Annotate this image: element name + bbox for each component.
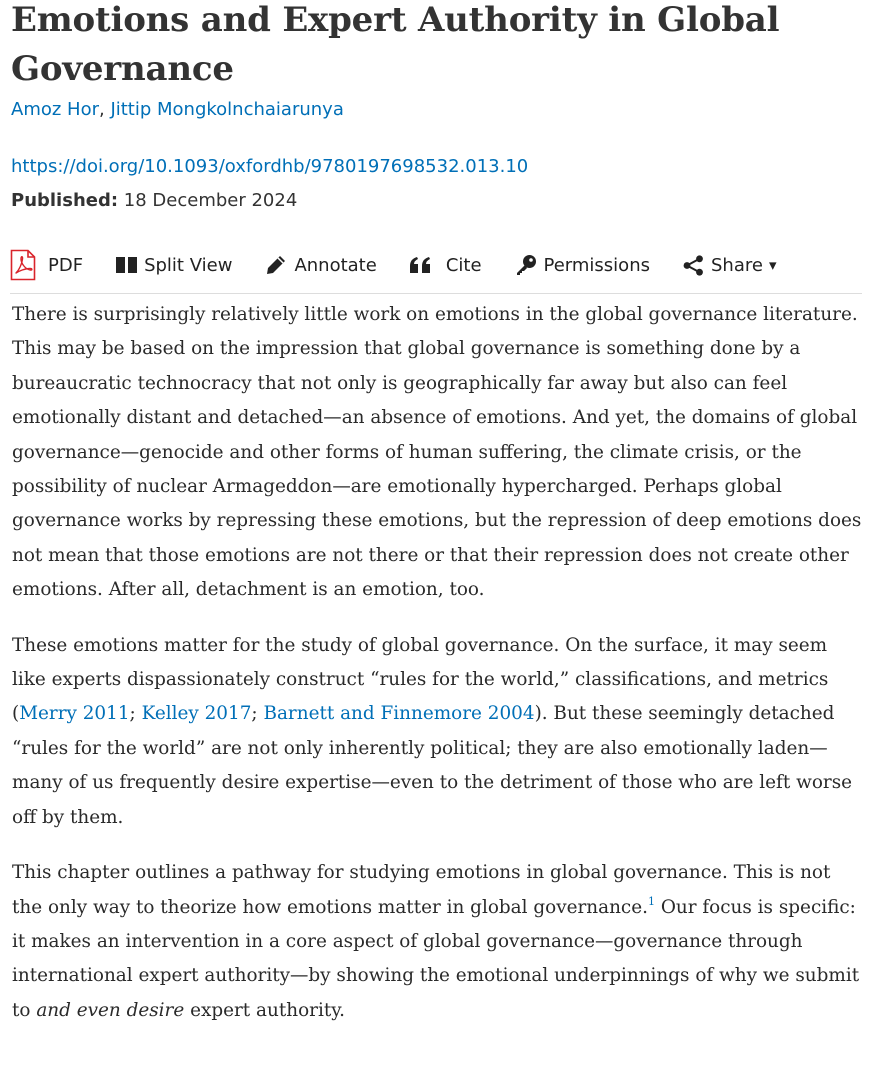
published-line <box>11 189 297 213</box>
paragraph-3-text-end: expert authority. <box>184 999 346 1021</box>
article-toolbar <box>10 248 862 294</box>
article-body <box>12 298 864 1049</box>
share-button[interactable] <box>683 248 776 282</box>
paragraph-2-text-end: ). But these seemingly detached “rules for the world” are not only inherently political; they are also emotionally laden—many of us frequently desire expertise—even to the detriment of those who are left worse off by them. <box>12 703 853 828</box>
article-title: Emotions and Expert Authority in Global Governance <box>11 0 780 89</box>
paragraph-3-text-middle: Our focus is specific: it makes an intervention in a core aspect of global governance—governance through international expert authority—by showing the emotional underpinnings of why we submit to <box>12 896 860 1021</box>
key-icon <box>515 254 537 276</box>
pdf-icon <box>10 249 36 281</box>
annotate-button[interactable] <box>265 248 376 282</box>
pdf-label: PDF <box>48 254 84 276</box>
split-view-label: Split View <box>144 254 233 276</box>
share-label: Share <box>710 254 763 276</box>
doi-link[interactable]: https://doi.org/10.1093/oxfordhb/9780197698532.013.10 <box>11 156 529 177</box>
cite-label: Cite <box>445 254 482 276</box>
permissions-button[interactable] <box>515 248 650 282</box>
citation-link-kelley[interactable]: Kelley 2017 <box>141 703 252 725</box>
paragraph-3-text-start: This chapter outlines a pathway for studying emotions in global governance. This is not the only way to theorize how emotions matter in global governance. <box>12 862 831 918</box>
published-date: 18 December 2024 <box>123 190 298 211</box>
cite-button[interactable] <box>410 248 482 282</box>
paragraph-1-text: There is surprisingly relatively little work on emotions in the global governance literature. This may be based on the impression that global governance is something done by a bureaucratic technocracy that not only is geographically far away but also can feel emotionally distant and detached—an absence of emotions. And yet, the domains of global governance—genocide and other forms of human suffering, the climate crisis, or the possibility of nuclear Armageddon—are emotionally hypercharged. Perhaps global governance works by repressing these emotions, but the repression of deep emotions does not mean that those emotions are not there or that their repression does not create other emotions. After all, detachment is an emotion, too. <box>12 304 862 601</box>
published-label: Published: <box>11 190 119 211</box>
citation-separator: ; <box>129 703 142 725</box>
split-view-icon <box>116 256 137 274</box>
citation-separator: ; <box>251 703 264 725</box>
citation-link-merry[interactable]: Merry 2011 <box>19 703 130 725</box>
paragraph-2 <box>12 629 864 835</box>
paragraph-2-text-start: These emotions matter for the study of global governance. On the surface, it may seem like experts dispassionately construct “rules for the world,” classifications, and metrics ( <box>12 634 829 725</box>
share-icon <box>683 255 704 276</box>
doi-line <box>11 155 528 179</box>
emphasis-text: and even desire <box>36 999 185 1021</box>
quote-icon <box>410 257 431 273</box>
chevron-down-icon: ▾ <box>768 256 777 274</box>
author-link-1[interactable]: Amoz Hor <box>11 99 99 120</box>
permissions-label: Permissions <box>543 254 650 276</box>
author-separator: , <box>98 99 111 120</box>
citation-link-barnett[interactable]: Barnett and Finnemore 2004 <box>263 703 535 725</box>
author-link-2[interactable]: Jittip Mongkolnchaiarunya <box>110 99 344 120</box>
paragraph-3 <box>12 856 864 1028</box>
author-list <box>11 98 344 122</box>
footnote-link[interactable]: 1 <box>647 894 655 908</box>
paragraph-1 <box>12 298 864 608</box>
pdf-button[interactable] <box>10 248 83 282</box>
split-view-button[interactable] <box>116 248 232 282</box>
pencil-icon <box>265 254 287 276</box>
annotate-label: Annotate <box>294 254 377 276</box>
